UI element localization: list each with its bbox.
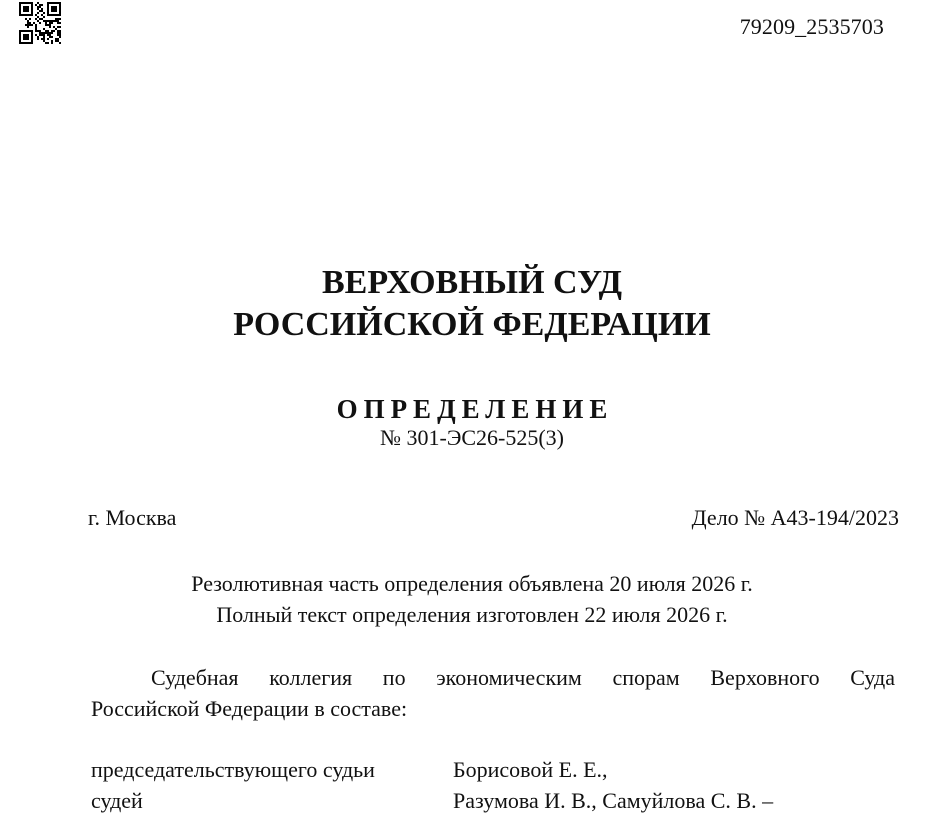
- composition-role: судей: [91, 788, 143, 813]
- place-and-case-row: [88, 505, 899, 531]
- decision-number: № 301-ЭС26-525(3): [380, 425, 564, 450]
- intro-word: Верховного: [710, 665, 820, 690]
- court-title-line-2: РОССИЙСКОЙ ФЕДЕРАЦИИ: [233, 306, 711, 343]
- decision-title: ОПРЕДЕЛЕНИЕ: [336, 394, 614, 424]
- intro-word: экономическим: [436, 665, 582, 690]
- decision-heading: [0, 393, 944, 451]
- intro-word: Суда: [850, 665, 895, 690]
- court-composition: [91, 754, 914, 816]
- case-number: Дело № А43-194/2023: [691, 505, 899, 530]
- city: г. Москва: [88, 505, 177, 530]
- intro-word: спорам: [612, 665, 680, 690]
- announcement: [0, 568, 944, 630]
- intro-word: Судебная: [151, 665, 239, 690]
- intro-line-2: Российской Федерации в составе:: [91, 696, 408, 721]
- composition-name: Борисовой Е. Е.,: [453, 757, 608, 782]
- composition-row: [91, 785, 914, 816]
- intro-paragraph: [91, 662, 895, 724]
- announcement-line-2: Полный текст определения изготовлен 22 июля 2026 г.: [216, 602, 728, 627]
- qr-code-icon: [19, 2, 61, 44]
- intro-word: коллегия: [269, 665, 353, 690]
- document-id: 79209_2535703: [739, 14, 884, 39]
- court-title: [0, 262, 944, 346]
- court-title-line-1: ВЕРХОВНЫЙ СУД: [321, 264, 623, 301]
- composition-name: Разумова И. В., Самуйлова С. В. –: [453, 788, 774, 813]
- intro-line-1: [91, 662, 895, 693]
- intro-word: по: [382, 665, 406, 690]
- announcement-line-1: Резолютивная часть определения объявлена 20 июля 2026 г.: [191, 571, 753, 596]
- composition-row: [91, 754, 914, 785]
- composition-role: председательствующего судьи: [91, 757, 375, 782]
